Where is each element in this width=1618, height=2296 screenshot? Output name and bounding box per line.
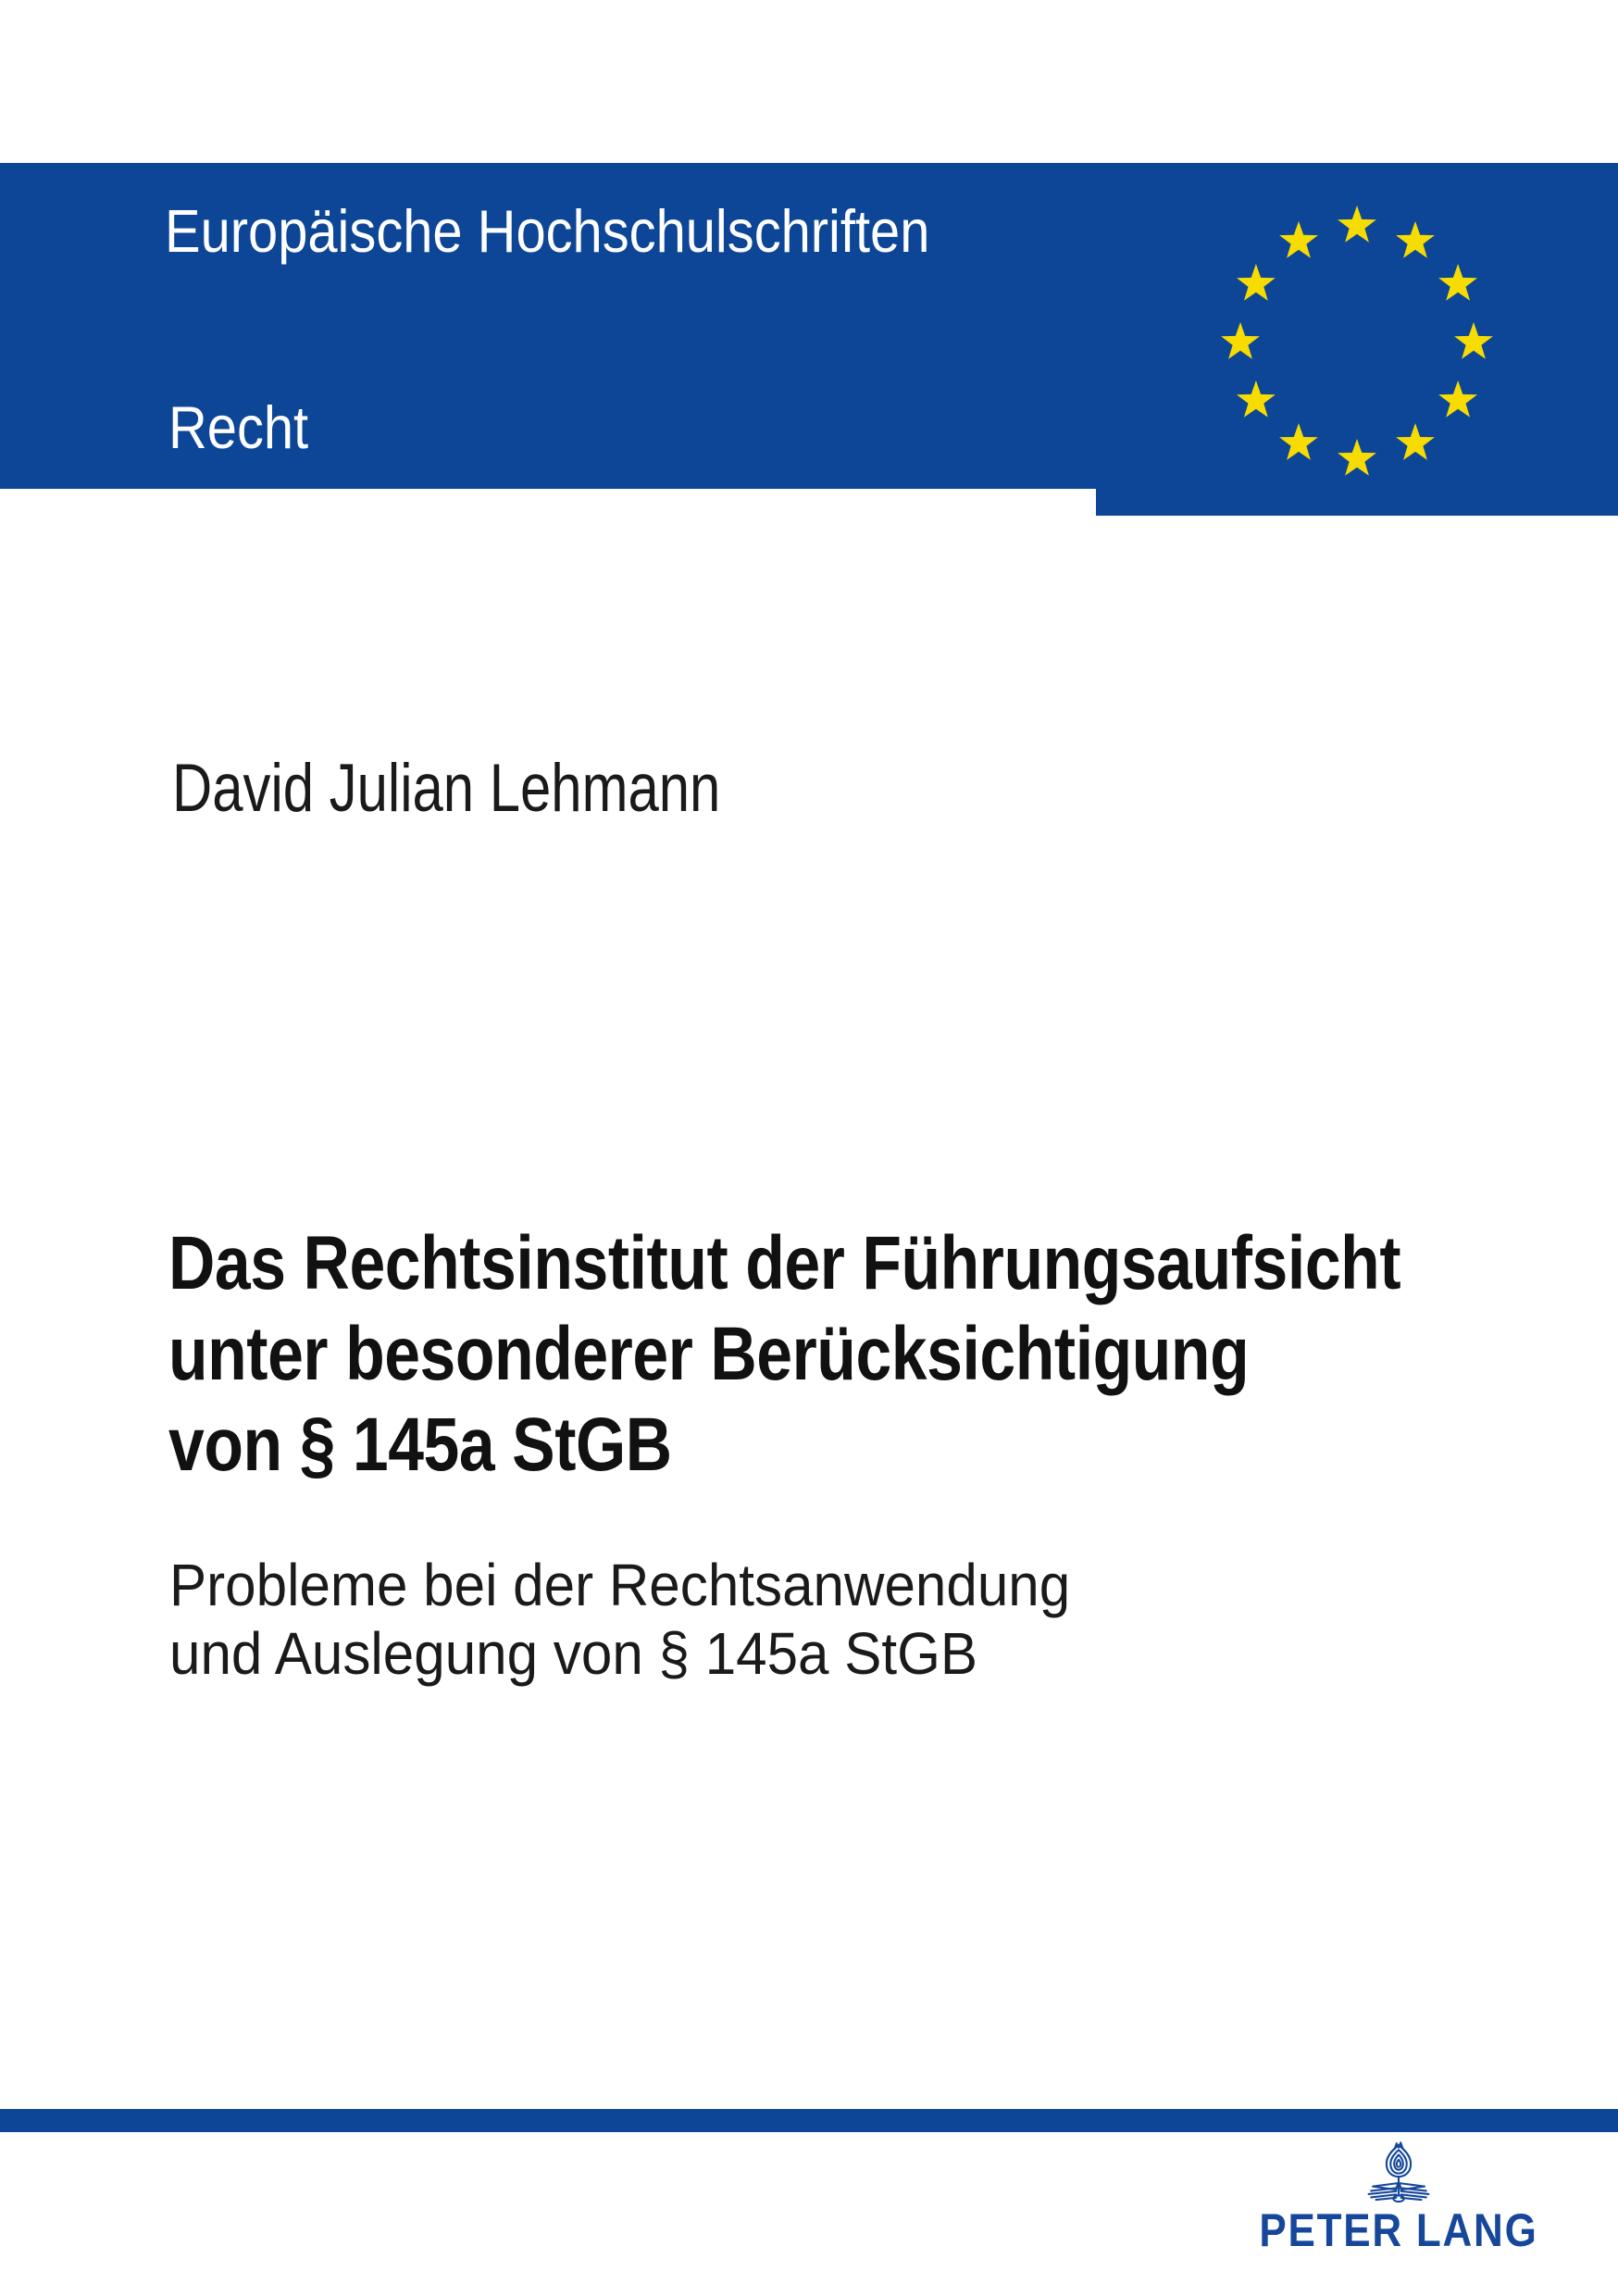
series-banner-title bbox=[165, 197, 1025, 265]
eu-star bbox=[1221, 322, 1260, 359]
eu-stars-icon bbox=[1209, 194, 1505, 491]
eu-star bbox=[1279, 423, 1318, 460]
peter-lang-emblem-icon bbox=[1352, 2139, 1445, 2203]
publisher-bar bbox=[0, 2109, 1618, 2132]
series-divider-stripe bbox=[0, 489, 1096, 516]
book-subtitle-line-1: Probleme bei der Rechtsanwendung bbox=[169, 1552, 1071, 1618]
eu-star bbox=[1338, 439, 1376, 476]
book-title bbox=[168, 1218, 1618, 1491]
eu-star bbox=[1237, 381, 1276, 418]
eu-star bbox=[1279, 221, 1318, 258]
author-name-text: David Julian Lehmann bbox=[172, 751, 721, 826]
author-name bbox=[172, 751, 840, 826]
eu-star bbox=[1438, 264, 1477, 301]
book-subtitle bbox=[169, 1551, 1127, 1688]
series-banner-title-text: Europäische Hochschulschriften bbox=[165, 197, 930, 265]
book-title-line-1: Das Rechtsinstitut der Führungsaufsicht bbox=[168, 1221, 1401, 1305]
book-title-line-3: von § 145a StGB bbox=[168, 1403, 672, 1487]
eu-star bbox=[1438, 381, 1477, 418]
eu-star bbox=[1338, 206, 1376, 243]
publisher-logo bbox=[1214, 2139, 1584, 2287]
eu-star bbox=[1454, 322, 1493, 359]
book-subtitle-line-2: und Auslegung von § 145a StGB bbox=[169, 1620, 977, 1687]
book-title-line-2: unter besonderer Berücksichtigung bbox=[168, 1312, 1250, 1396]
series-subject bbox=[168, 393, 326, 461]
publisher-name: PETER LANG bbox=[1259, 2204, 1538, 2256]
eu-star bbox=[1237, 264, 1276, 301]
series-subject-text: Recht bbox=[168, 393, 309, 461]
eu-star bbox=[1396, 221, 1435, 258]
eu-star bbox=[1396, 423, 1435, 460]
